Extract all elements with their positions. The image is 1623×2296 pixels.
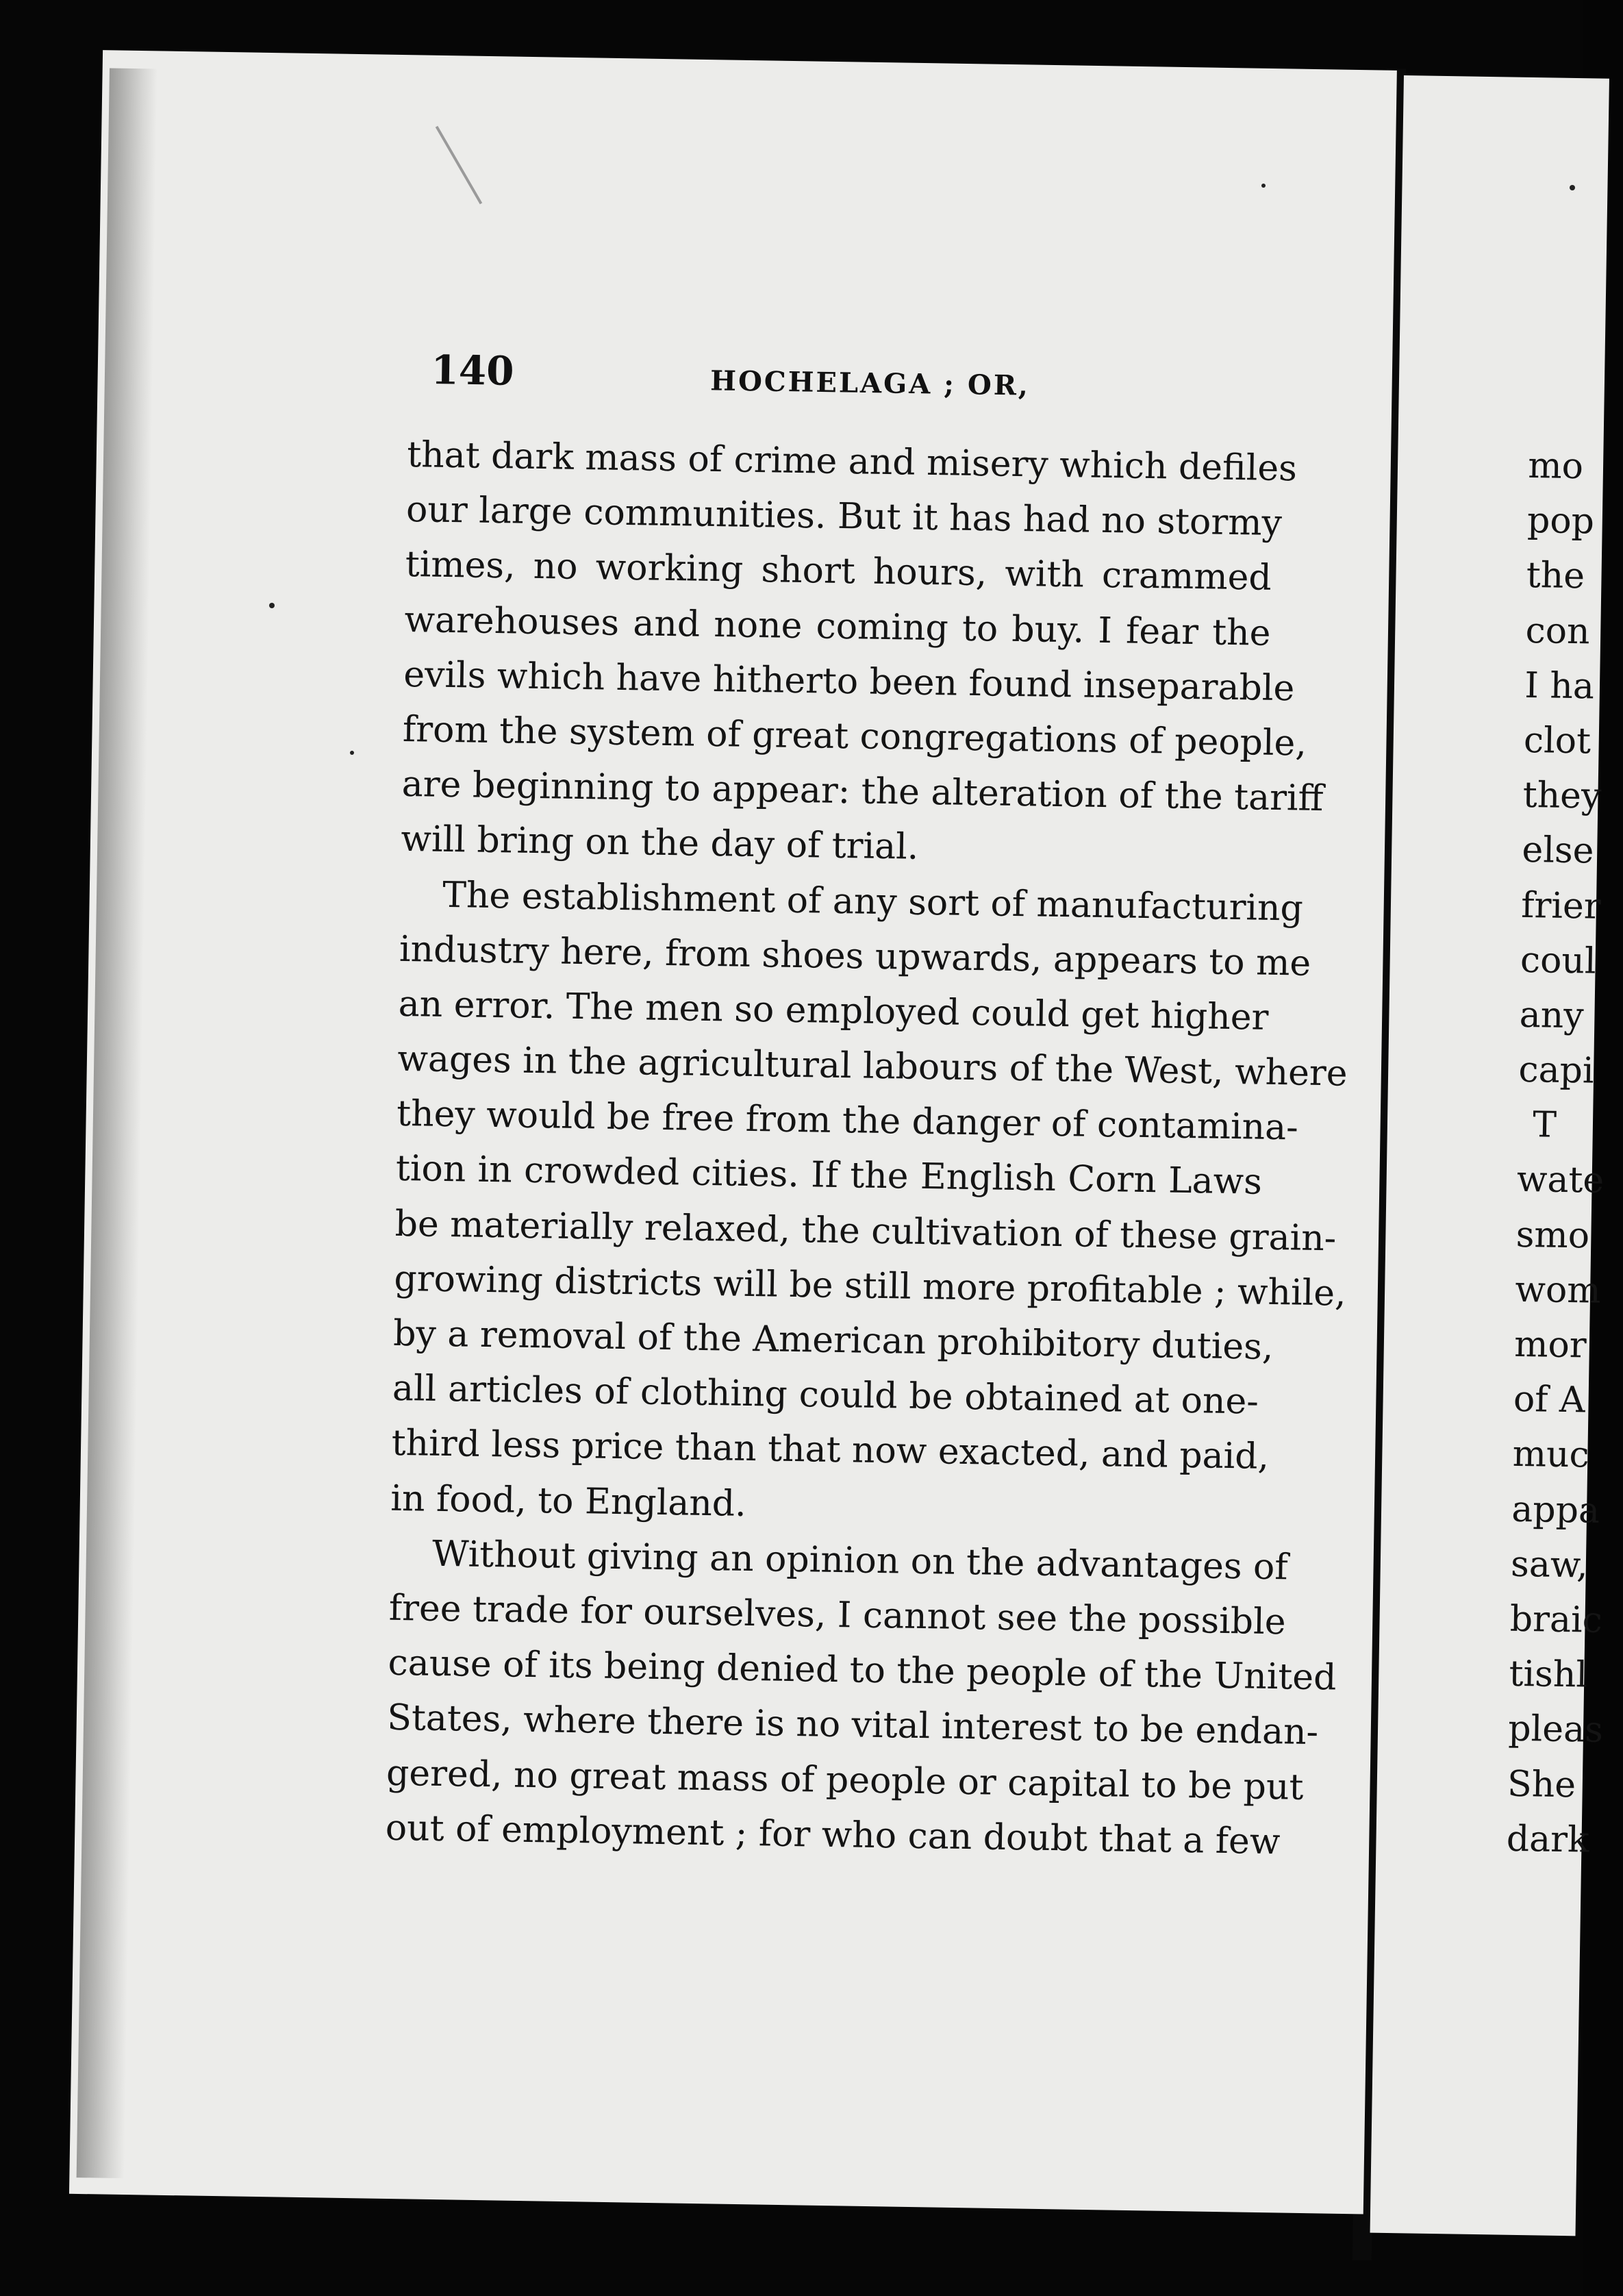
text-line: warehouses and none coming to buy. I fear the bbox=[404, 599, 1271, 654]
text-line: times, no working short hours, with crammed bbox=[405, 544, 1272, 599]
facing-line: capi bbox=[1518, 1049, 1595, 1092]
facing-line: coul bbox=[1520, 939, 1597, 982]
facing-line: mor bbox=[1513, 1323, 1587, 1367]
facing-line: mo bbox=[1527, 445, 1584, 488]
ink-speck bbox=[350, 751, 354, 755]
text-line: growing districts will be still more profitable ; while, bbox=[394, 1258, 1347, 1314]
text-line: tion in crowded cities. If the English Corn Laws bbox=[395, 1148, 1263, 1203]
facing-line: else bbox=[1522, 829, 1594, 872]
ink-speck bbox=[1570, 185, 1575, 190]
ink-speck bbox=[1261, 184, 1266, 188]
text-line: evils which have hitherto been found inseparable bbox=[403, 653, 1295, 710]
text-line: all articles of clothing could be obtained at one- bbox=[392, 1368, 1259, 1423]
text-line: States, where there is no vital interest to be endan- bbox=[386, 1697, 1319, 1754]
facing-line: any bbox=[1519, 994, 1585, 1037]
text-line: are beginning to appear: the alteration of the tariff bbox=[401, 764, 1324, 820]
text-line: our large communities. But it has had no stormy bbox=[405, 489, 1283, 545]
text-line: from the system of great congregations of people, bbox=[402, 708, 1307, 764]
facing-line: She bbox=[1507, 1763, 1576, 1806]
text-line: they would be free from the danger of contamina- bbox=[396, 1093, 1299, 1149]
text-line: out of employment ; for who can doubt that a few bbox=[385, 1807, 1281, 1862]
text-line: that dark mass of crime and misery which defiles bbox=[406, 434, 1298, 490]
text-line: industry here, from shoes upwards, appears to me bbox=[399, 928, 1311, 984]
facing-line: they bbox=[1522, 775, 1602, 817]
facing-line: I ha bbox=[1524, 664, 1595, 708]
facing-line: the bbox=[1526, 555, 1585, 597]
facing-line: dark bbox=[1506, 1818, 1589, 1861]
facing-line: appa bbox=[1511, 1488, 1600, 1532]
facing-line: clot bbox=[1523, 719, 1591, 762]
facing-line: tishl bbox=[1509, 1653, 1588, 1696]
text-line: will bring on the day of trial. bbox=[401, 819, 919, 869]
facing-line: braic bbox=[1509, 1598, 1603, 1641]
text-line: be materially relaxed, the cultivation of these grain- bbox=[394, 1203, 1337, 1260]
running-head: HOCHELAGA ; OR, bbox=[709, 364, 1031, 402]
facing-line: pleas bbox=[1507, 1708, 1604, 1751]
text-line: wages in the agricultural labours of the West, where bbox=[397, 1038, 1348, 1095]
text-line: in food, to England. bbox=[390, 1477, 747, 1525]
text-line: third less price than that now exacted, and paid, bbox=[391, 1423, 1270, 1478]
facing-line: pop bbox=[1526, 500, 1595, 542]
facing-line: wate bbox=[1516, 1159, 1605, 1202]
text-line: free trade for ourselves, I cannot see the possible bbox=[388, 1587, 1286, 1643]
text-line: The establishment of any sort of manufacturing bbox=[442, 874, 1304, 929]
text-line: by a removal of the American prohibitory duties, bbox=[392, 1312, 1274, 1369]
facing-line: T bbox=[1532, 1104, 1557, 1147]
facing-line: of A bbox=[1513, 1379, 1586, 1421]
page-number: 140 bbox=[430, 347, 515, 395]
text-line: cause of its being denied to the people of the United bbox=[388, 1642, 1337, 1699]
facing-line: frier bbox=[1520, 884, 1602, 927]
text-line: Without giving an opinion on the advantages of bbox=[431, 1533, 1289, 1588]
ink-speck bbox=[269, 603, 275, 608]
facing-line: wom bbox=[1515, 1269, 1602, 1312]
facing-line: muc bbox=[1512, 1434, 1590, 1476]
body-text bbox=[385, 427, 1348, 1869]
facing-line: smo bbox=[1515, 1214, 1590, 1257]
facing-line: saw, bbox=[1510, 1543, 1589, 1586]
text-line: an error. The men so employed could get higher bbox=[398, 983, 1269, 1038]
facing-line: con bbox=[1525, 610, 1590, 652]
text-line: gered, no great mass of people or capital to be put bbox=[386, 1752, 1304, 1808]
